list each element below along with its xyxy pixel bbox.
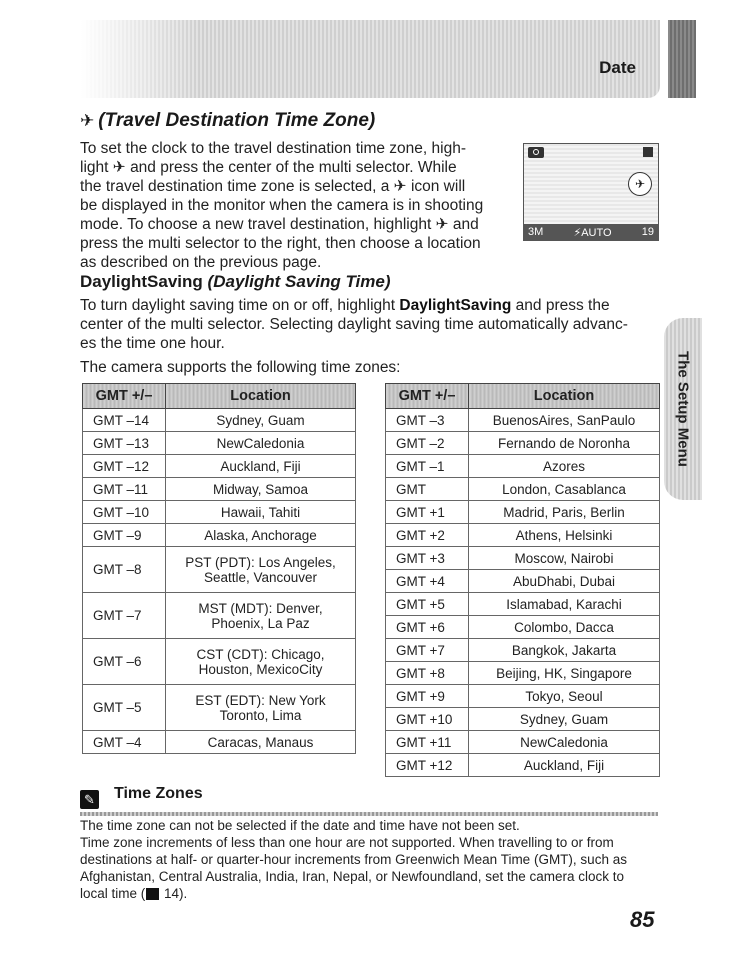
note-divider (80, 812, 658, 816)
dst-section-title: DaylightSaving (Daylight Saving Time) (80, 272, 391, 291)
note-title: Time Zones (114, 785, 203, 802)
location-cell (166, 409, 356, 432)
camera-monitor-illustration (523, 143, 659, 241)
location-line: Auckland, Fiji (220, 458, 301, 474)
table-row (386, 685, 660, 708)
location-line: Alaska, Anchorage (204, 527, 317, 543)
gmt-offset-cell: GMT –14 (83, 409, 166, 432)
gmt-offset-cell: GMT –5 (83, 685, 166, 731)
dst-paragraph: To turn daylight saving time on or off, highlight DaylightSaving and press the center of the multi selector. Selecting daylight saving time automatically advanc- es the time one hour. (80, 297, 628, 352)
location-cell (166, 685, 356, 731)
table-row (386, 524, 660, 547)
location-line: Seattle, Vancouver (203, 569, 318, 585)
note-paragraph-1: The time zone can not be selected if the date and time have not been set. (80, 818, 520, 833)
memory-icon (643, 147, 653, 157)
table-row (386, 432, 660, 455)
table-row (83, 524, 356, 547)
gmt-offset-cell: GMT –1 (386, 455, 469, 478)
table-row (83, 432, 356, 455)
gmt-offset-cell: GMT +8 (386, 662, 469, 685)
airplane-icon: ✈ (80, 111, 95, 130)
gmt-offset-cell: GMT –9 (83, 524, 166, 547)
location-cell: Azores (469, 455, 660, 478)
timezone-table-right (385, 383, 660, 777)
location-cell: BuenosAires, SanPaulo (469, 409, 660, 432)
page-number: 85 (630, 907, 655, 932)
location-cell: Islamabad, Karachi (469, 593, 660, 616)
location-line: Houston, MexicoCity (198, 661, 323, 677)
location-cell (166, 432, 356, 455)
table-row (386, 662, 660, 685)
gmt-offset-cell: GMT –6 (83, 639, 166, 685)
gmt-offset-cell: GMT –10 (83, 501, 166, 524)
gmt-offset-cell: GMT +6 (386, 616, 469, 639)
table-row (386, 501, 660, 524)
column-header-location: Location (166, 384, 356, 409)
airplane-icon: ✈ (435, 216, 449, 233)
table-row (386, 754, 660, 777)
table-row (83, 639, 356, 685)
location-line: NewCaledonia (216, 435, 305, 451)
side-tab[interactable] (664, 318, 702, 500)
location-cell (166, 547, 356, 593)
location-cell: NewCaledonia (469, 731, 660, 754)
location-cell: Bangkok, Jakarta (469, 639, 660, 662)
table-row (83, 501, 356, 524)
location-line: Hawaii, Tahiti (220, 504, 301, 520)
travel-indicator-icon: ✈ (628, 172, 652, 196)
table-row (386, 478, 660, 501)
book-reference-icon (146, 888, 159, 900)
gmt-offset-cell: GMT +4 (386, 570, 469, 593)
location-line: MST (MDT): Denver, (198, 600, 323, 616)
gmt-offset-cell: GMT +12 (386, 754, 469, 777)
gmt-offset-cell: GMT +3 (386, 547, 469, 570)
gmt-offset-cell: GMT +9 (386, 685, 469, 708)
table-row (83, 409, 356, 432)
location-cell: Madrid, Paris, Berlin (469, 501, 660, 524)
location-cell: Fernando de Noronha (469, 432, 660, 455)
timezone-table-left (82, 383, 356, 754)
table-row (83, 731, 356, 754)
gmt-offset-cell: GMT –8 (83, 547, 166, 593)
table-row (83, 547, 356, 593)
travel-section-title: ✈ (Travel Destination Time Zone) (80, 110, 376, 131)
location-cell (166, 455, 356, 478)
airplane-icon: ✈ (393, 178, 407, 195)
gmt-offset-cell: GMT +11 (386, 731, 469, 754)
chapter-marker (668, 20, 696, 98)
table-row (386, 616, 660, 639)
timezone-intro: The camera supports the following time zones: (80, 359, 401, 376)
location-line: Caracas, Manaus (207, 734, 314, 750)
gmt-offset-cell: GMT –13 (83, 432, 166, 455)
column-header-gmt: GMT +/– (83, 384, 166, 409)
travel-paragraph: To set the clock to the travel destination time zone, high- light ✈ and press the center of the multi selector. While the travel destination time zone is selected, a ✈ icon will be displayed in the monitor when the camera is in shooting mode. To choose a new travel destination, highlight ✈ and press the multi selector to the right, then choose a location as described on the previous page. (80, 140, 484, 271)
location-cell: Auckland, Fiji (469, 754, 660, 777)
gmt-offset-cell: GMT –3 (386, 409, 469, 432)
table-row (386, 547, 660, 570)
note-paragraph-2: Time zone increments of less than one hour are not supported. When travelling to or from destinations at half- or quarter-hour increments from Greenwich Mean Time (GMT), such as Afghanistan, Central Australia, India, Iran, Nepal, or Newfoundland, set the camera clock to local time ( 14). (80, 835, 627, 901)
gmt-offset-cell: GMT –12 (83, 455, 166, 478)
table-row (386, 593, 660, 616)
gmt-offset-cell: GMT +1 (386, 501, 469, 524)
location-cell (166, 593, 356, 639)
table-row (386, 570, 660, 593)
side-tab-label: The Setup Menu (674, 351, 692, 467)
flash-auto-indicator: ⚡AUTO (573, 226, 612, 239)
monitor-status-bar: 3M ⚡AUTO 19 (524, 224, 658, 240)
gmt-offset-cell: GMT –2 (386, 432, 469, 455)
location-cell (166, 524, 356, 547)
table-row (83, 685, 356, 731)
gmt-offset-cell: GMT –7 (83, 593, 166, 639)
table-row (386, 409, 660, 432)
location-cell: Moscow, Nairobi (469, 547, 660, 570)
airplane-icon: ✈ (112, 159, 126, 176)
location-line: Sydney, Guam (216, 412, 305, 428)
table-row (386, 639, 660, 662)
table-row (386, 708, 660, 731)
header-band (80, 20, 660, 98)
location-line: Phoenix, La Paz (211, 615, 310, 631)
location-cell: Sydney, Guam (469, 708, 660, 731)
location-cell: Beijing, HK, Singapore (469, 662, 660, 685)
location-line: Toronto, Lima (219, 707, 302, 723)
location-cell: London, Casablanca (469, 478, 660, 501)
gmt-offset-cell: GMT +2 (386, 524, 469, 547)
location-cell: Athens, Helsinki (469, 524, 660, 547)
column-header-location: Location (469, 384, 660, 409)
gmt-offset-cell: GMT (386, 478, 469, 501)
location-cell: Tokyo, Seoul (469, 685, 660, 708)
column-header-gmt: GMT +/– (386, 384, 469, 409)
gmt-offset-cell: GMT –11 (83, 478, 166, 501)
location-line: Midway, Samoa (212, 481, 309, 497)
location-cell: AbuDhabi, Dubai (469, 570, 660, 593)
page-title: Date (599, 58, 636, 77)
location-cell (166, 731, 356, 754)
gmt-offset-cell: GMT +10 (386, 708, 469, 731)
pencil-note-icon: ✎ (80, 790, 99, 809)
table-row (386, 731, 660, 754)
location-cell (166, 501, 356, 524)
location-line: PST (PDT): Los Angeles, (185, 554, 336, 570)
gmt-offset-cell: GMT +7 (386, 639, 469, 662)
gmt-offset-cell: GMT +5 (386, 593, 469, 616)
table-row (83, 593, 356, 639)
table-row (83, 455, 356, 478)
camera-mode-icon (528, 147, 544, 158)
location-cell (166, 478, 356, 501)
location-cell: Colombo, Dacca (469, 616, 660, 639)
table-row (386, 455, 660, 478)
table-row (83, 478, 356, 501)
location-line: EST (EDT): New York (195, 692, 326, 708)
gmt-offset-cell: GMT –4 (83, 731, 166, 754)
location-cell (166, 639, 356, 685)
location-line: CST (CDT): Chicago, (196, 646, 325, 662)
